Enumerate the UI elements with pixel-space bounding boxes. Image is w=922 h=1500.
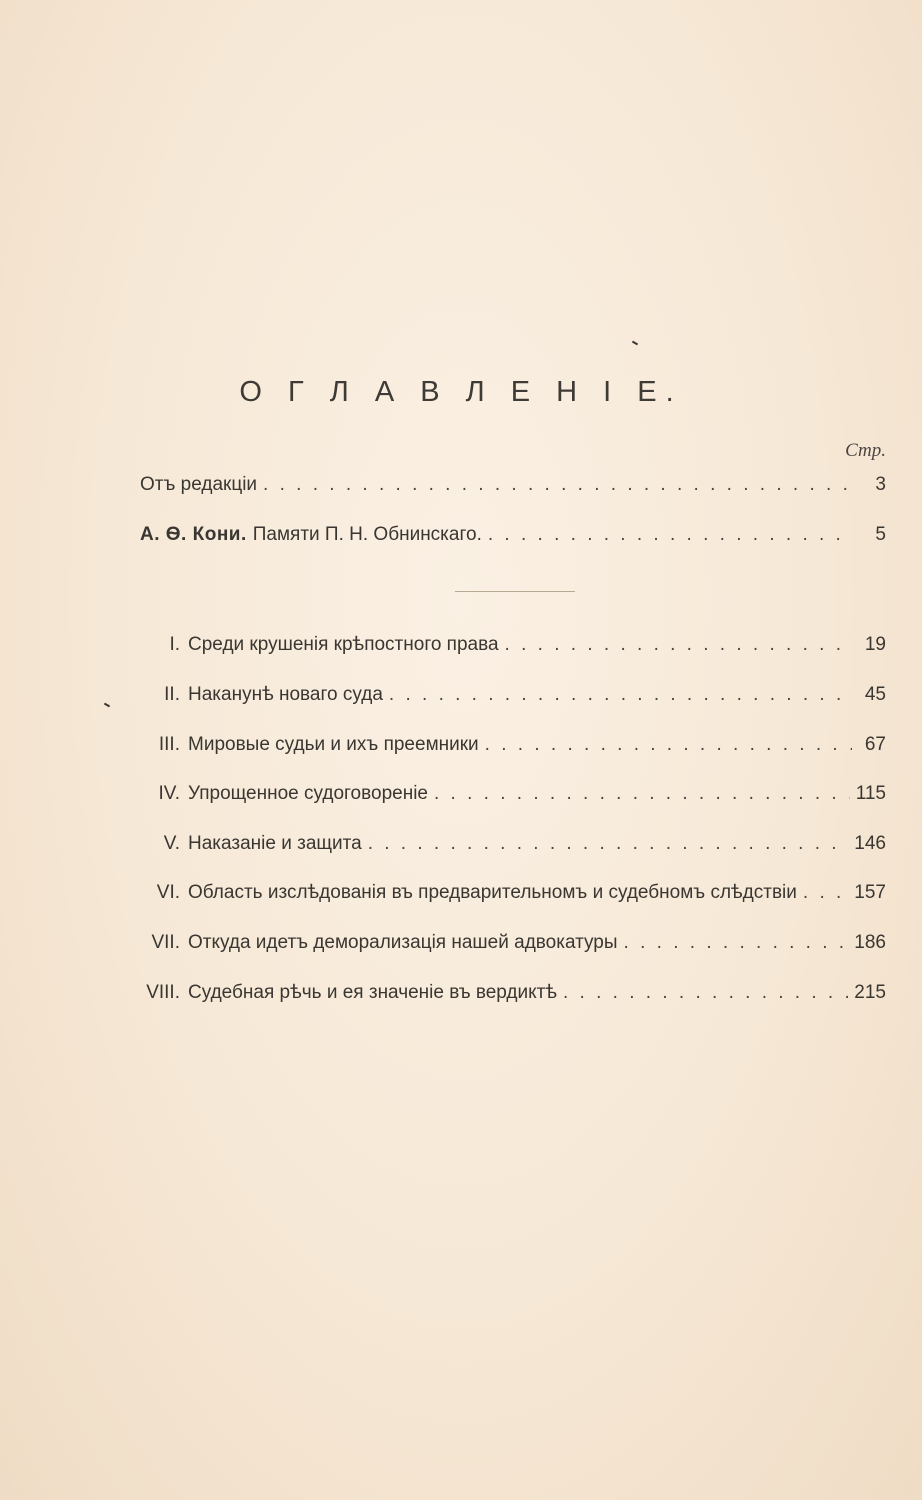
toc-entry-foreword: [140, 474, 886, 504]
chapter-title: Наказаніе и защита: [188, 833, 362, 854]
toc-entry-title: Отъ редакціи: [140, 474, 258, 495]
chapter-title: Область изслѣдованія въ предварительномъ и судебномъ слѣдствіи: [188, 882, 797, 903]
toc-entry-page: 3: [875, 474, 886, 495]
chapter-number: IV.: [158, 783, 180, 804]
chapter-number: III.: [158, 734, 180, 755]
chapter-title: Мировые судьи и ихъ преемники: [188, 734, 479, 755]
chapter-page: 215: [854, 982, 886, 1003]
toc-chapter-5: [140, 833, 886, 863]
dot-leader: [368, 833, 849, 855]
dot-leader: [485, 734, 852, 756]
section-divider: [455, 591, 575, 592]
chapter-page: 157: [854, 882, 886, 903]
chapter-title: Наканунѣ новаго суда: [188, 684, 383, 705]
dot-leader: [263, 474, 852, 496]
chapter-title: Судебная рѣчь и ея значеніе въ вердиктѣ: [188, 982, 557, 1003]
dot-leader: [389, 684, 852, 706]
toc-entry-title: Памяти П. Н. Обнинскаго.: [252, 524, 482, 545]
toc-entry-koni-memoir: [140, 524, 886, 554]
chapter-number: VIII.: [146, 982, 180, 1003]
dot-leader: [563, 982, 848, 1004]
toc-chapter-6: [140, 882, 886, 912]
page-title: О Г Л А В Л Е Н І Е.: [239, 376, 683, 408]
chapter-title: Среди крушенія крѣпостного права: [188, 634, 499, 655]
dot-leader: [434, 783, 850, 805]
dot-leader: [505, 634, 852, 656]
toc-chapter-4: [140, 783, 886, 813]
chapter-page: 186: [854, 932, 886, 953]
toc-entry-author: А. Ѳ. Кони.: [140, 524, 247, 545]
chapter-page: 45: [864, 684, 886, 705]
chapter-title: Откуда идетъ деморализація нашей адвокатуры: [188, 932, 618, 953]
chapter-number: VII.: [151, 932, 180, 953]
chapter-title: Упрощенное судоговореніе: [188, 783, 428, 804]
toc-chapter-1: [140, 634, 886, 664]
chapter-number: VI.: [156, 882, 180, 903]
toc-entry-page: 5: [875, 524, 886, 545]
dot-leader: [624, 932, 849, 954]
chapter-page: 19: [864, 634, 886, 655]
page-column-label: Стр.: [845, 440, 886, 461]
chapter-number: II.: [164, 684, 180, 705]
dot-leader: [488, 524, 852, 546]
toc-chapter-8: [140, 982, 886, 1012]
chapter-page: 115: [855, 783, 886, 804]
dot-leader: [803, 882, 848, 904]
chapter-page: 146: [854, 833, 886, 854]
chapter-page: 67: [864, 734, 886, 755]
chapter-number: I.: [169, 634, 180, 655]
toc-chapter-3: [140, 734, 886, 764]
toc-chapter-7: [140, 932, 886, 962]
chapter-number: V.: [163, 833, 180, 854]
ink-speck: [632, 341, 638, 346]
ink-speck: [104, 703, 110, 708]
toc-chapter-2: [140, 684, 886, 714]
